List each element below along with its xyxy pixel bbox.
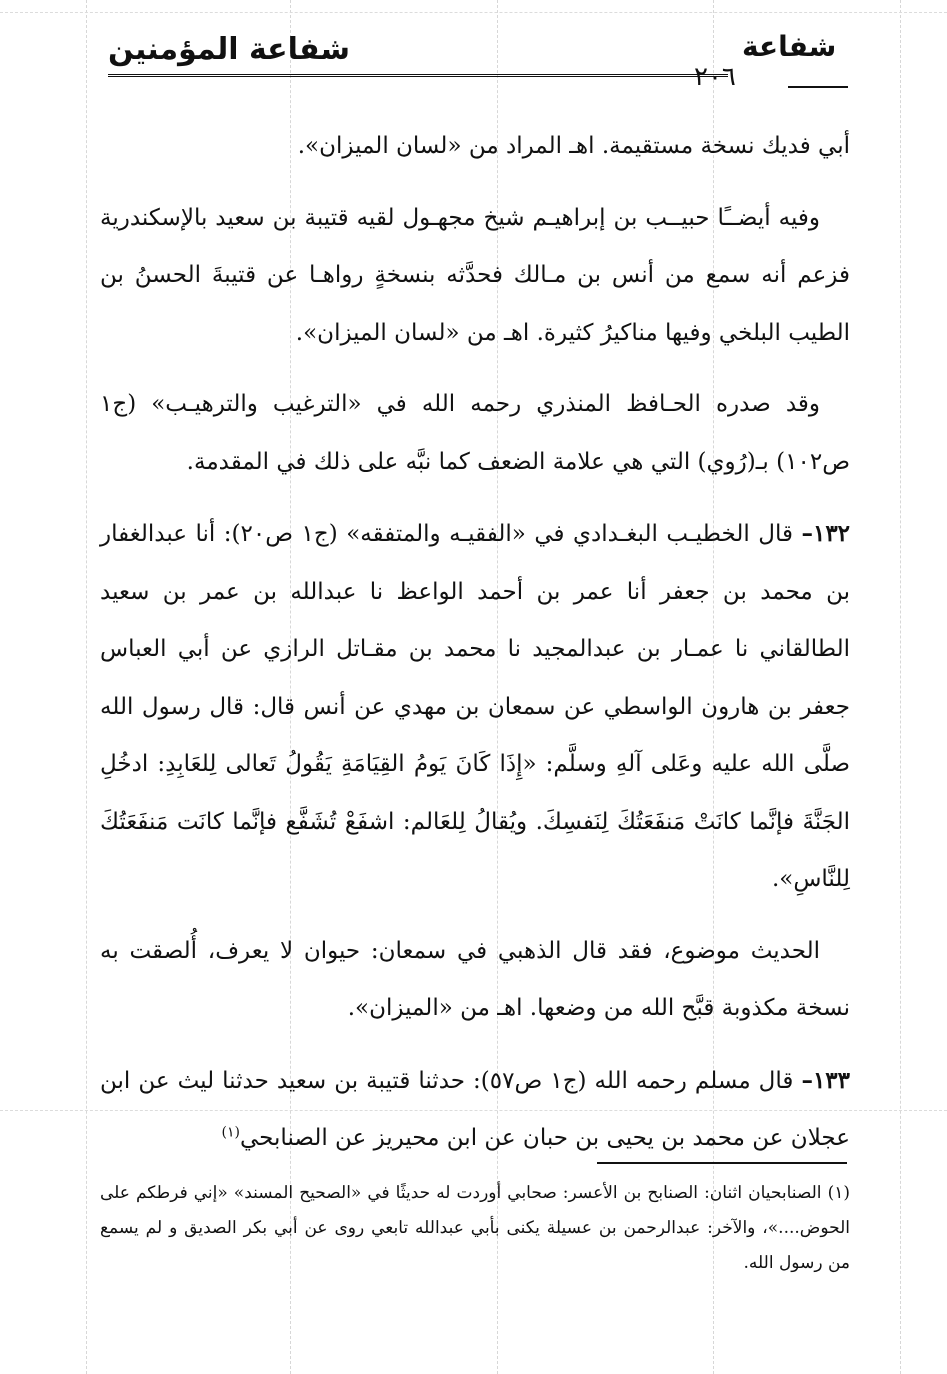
scan-gridline	[900, 0, 901, 1374]
paragraph: الحديث موضوع، فقد قال الذهبي في سمعان: حيوان لا يعرف، أُلصقت به نسخة مكذوبة قبَّح الله من وضعها. اهـ من «الميزان».	[100, 937, 850, 1021]
series-mark: شفاعة	[742, 30, 837, 63]
header-dash	[788, 86, 848, 88]
footnote-divider	[597, 1162, 847, 1164]
hadith-number: ١٣٣–	[801, 1066, 850, 1094]
footnote	[100, 1176, 850, 1281]
hadith-text: قال الخطيـب البغـدادي في «الفقيـه والمتفقه» (ج١ ص٢٠): أنا عبدالغفار بن محمد بن جعفر أنا عمر بن أحمد الواعظ نا عبدالله بن عمر بن سعيد الطالقاني نا عمـار بن عبدالمجيد نا محمد بن مقـاتل الرازي عن أبي العباس جعفر بن هارون الواسطي عن سمعان بن مهدي عن أنس قال: قال رسول الله صلَّى الله عليه وعَلى آلهِ وسلَّم: «إِذَا كَانَ يَومُ القِيَامَةِ يَقُولُ تَعالى لِلعَابِدِ: ادخُلِ الجَنَّةَ فإنَّما كانَتْ مَنفَعَتُكَ لِنَفسِكَ. ويُقالُ لِلعَالم: اشفَعْ تُشَفَّع فإنَّما كانَت مَنفَعَتُكَ لِلنَّاسِ».	[100, 521, 850, 892]
page-number: ٢٠٦	[694, 62, 736, 92]
book-title: شفاعة المؤمنين	[108, 32, 351, 67]
footnote-reference: (١)	[221, 1124, 241, 1141]
scan-gridline	[86, 0, 87, 1374]
hadith-text: قال مسلم رحمه الله (ج١ ص٥٧): حدثنا قتيبة بن سعيد حدثنا ليث عن ابن عجلان عن محمد بن يحيى بن حبان عن ابن محيريز عن الصنابحي	[100, 1067, 850, 1151]
footnote-text: الصنابحيان اثنان: الصنابح بن الأعسر: صحابي أوردت له حديثًا في «الصحيح المسند» «إني فرطكم على الحوض....»، والآخر: عبدالرحمن بن عسيلة يكنى بأبي عبدالله تابعي روى عن أبي بكر الصديق و لم يسمع من رسول الله.	[100, 1183, 850, 1273]
hadith-entry	[100, 505, 850, 909]
header-rule	[108, 74, 728, 77]
footnote-marker: (١)	[827, 1183, 851, 1203]
paragraph: وفيه أيضــًا حبيــب بن إبراهيـم شيخ مجهـول لقيه قتيبة بن سعيد بالإسكندرية فزعم أنه سمع من أنس بن مـالك فحدَّثه بنسخةٍ رواهـا عن قتيبةَ الحسنُ بن الطيب البلخي وفيها مناكيرُ كثيرة. اهـ من «لسان الميزان».	[100, 204, 850, 346]
hadith-entry	[100, 1052, 850, 1168]
page-header	[0, 0, 947, 110]
paragraph: وقد صدره الحـافظ المنذري رحمه الله في «الترغيب والترهيـب» (ج١ ص١٠٢) بـ(رُوي) التي هي علامة الضعف كما نبَّه على ذلك في المقدمة.	[100, 391, 850, 475]
paragraph: أبي فديك نسخة مستقيمة. اهـ المراد من «لسان الميزان».	[297, 133, 850, 159]
main-text	[100, 118, 850, 1182]
hadith-number: ١٣٢–	[801, 520, 851, 547]
